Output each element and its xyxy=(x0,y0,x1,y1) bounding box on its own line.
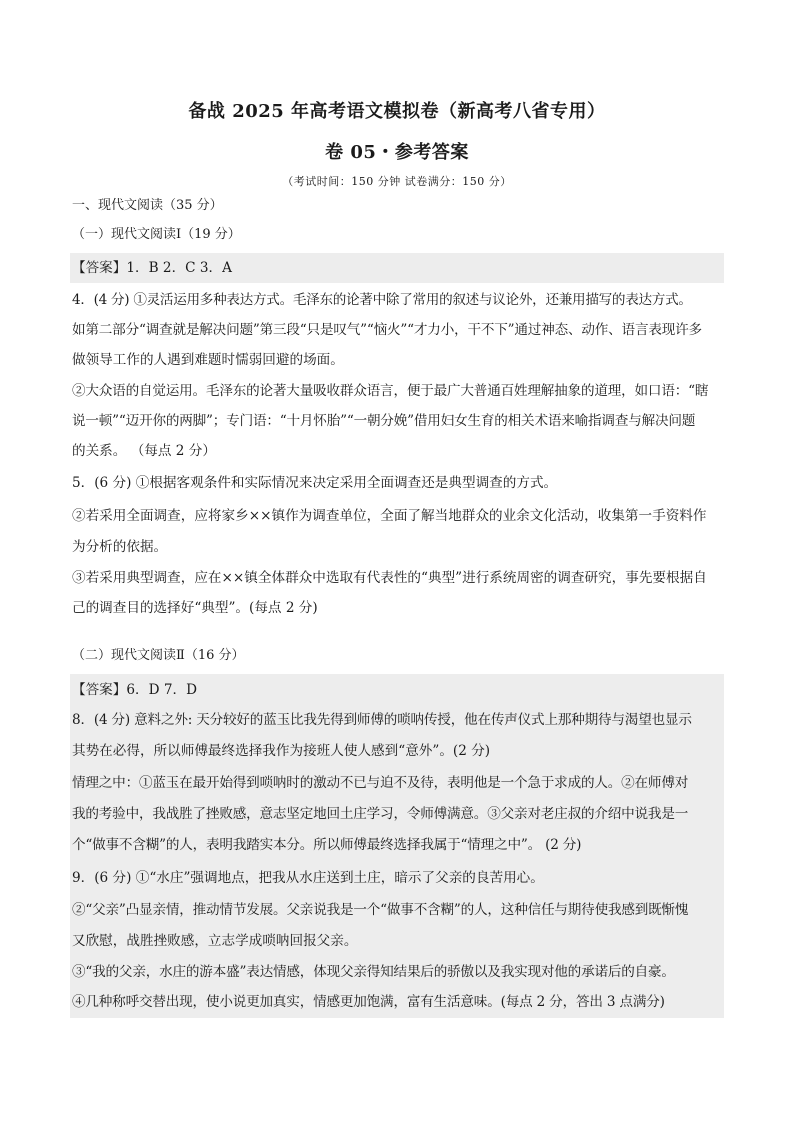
answer-line: 4．(4 分) ①灵活运用多种表达方式。毛泽东的论著中除了常用的叙述与议论外，还兼用描写的表达方式。 xyxy=(72,292,692,308)
answer-line: 又欣慰，战胜挫败感，立志学成唢呐回报父亲。 xyxy=(72,933,358,949)
answer-line: 情理之中：①蓝玉在最开始得到唢呐时的激动不已与迫不及待，表明他是一个急于求成的人。②在师傅对 xyxy=(72,775,689,791)
answer-line: ④几种称呼交替出现，使小说更加真实，情感更加饱满，富有生活意味。(每点 2 分，答出 3 点满分) xyxy=(72,994,665,1010)
part1-heading: （一）现代文阅读Ⅰ（19 分） xyxy=(72,227,241,242)
exam-info: （考试时间：150 分钟 试卷满分：150 分） xyxy=(282,175,512,188)
document-title: 备战 2025 年高考语文模拟卷（新高考八省专用） xyxy=(188,101,606,122)
answer-line: 9．(6 分) ①“水庄”强调地点，把我从水庄送到土庄，暗示了父亲的良苦用心。 xyxy=(72,870,544,886)
document-subtitle: 卷 05・参考答案 xyxy=(325,142,469,163)
answer-line: 我的考验中，我战胜了挫败感，意志坚定地回土庄学习，令师傅满意。③父亲对老庄叔的介绍中说我是一 xyxy=(72,806,689,822)
answer-line: 5．(6 分) ①根据客观条件和实际情况来决定采用全面调查还是典型调查的方式。 xyxy=(72,475,558,491)
answer-line: ③“我的父亲，水庄的游本盛”表达情感，体现父亲得知结果后的骄傲以及我实现对他的承诺后的自豪。 xyxy=(72,964,675,980)
answer-line: 的关系。 （每点 2 分） xyxy=(72,443,216,459)
answer-line: ②“父亲”凸显亲情，推动情节发展。父亲说我是一个“做事不含糊”的人，这种信任与期待使我感到既惭愧 xyxy=(72,902,689,918)
answer-line: 说一顿”“迈开你的两脚”；专门语：“十月怀胎”“一朝分娩”借用妇女生育的相关术语来喻指调查与解决问题 xyxy=(72,413,696,429)
part2-heading: （二）现代文阅读Ⅱ（16 分） xyxy=(72,648,245,663)
section-heading: 一、现代文阅读（35 分） xyxy=(72,198,223,213)
answer-line: 做领导工作的人遇到难题时懦弱回避的场面。 xyxy=(72,352,344,368)
part2-answer-key: 【答案】6．D 7．D xyxy=(72,682,197,698)
answer-line: 为分析的依据。 xyxy=(72,539,168,555)
answer-line: 8．(4 分) 意料之外: 天分较好的蓝玉比我先得到师傅的唢呐传授，他在传声仪式上那种期待与渴望也显示 xyxy=(72,712,692,728)
answer-line: 如第二部分“调查就是解决问题”第三段“只是叹气”“恼火”“才力小，干不下”通过神态、动作、语言表现许多 xyxy=(72,322,702,338)
part1-answer-key: 【答案】1．B 2．C 3．A xyxy=(72,260,232,276)
answer-line: ③若采用典型调查，应在××镇全体群众中选取有代表性的“典型”进行系统周密的调查研究，事先要根据自 xyxy=(72,570,707,586)
answer-line: 己的调查目的选择好“典型”。(每点 2 分) xyxy=(72,600,318,616)
answer-line: 其势在必得，所以师傅最终选择我作为接班人使人感到“意外”。(2 分) xyxy=(72,743,491,759)
answer-line: 个“做事不含糊”的人，表明我踏实本分。所以师傅最终选择我属于“情理之中”。 (2 分) xyxy=(72,837,582,853)
answer-line: ②若采用全面调查，应将家乡××镇作为调查单位，全面了解当地群众的业余文化活动，收集第一手资料作 xyxy=(72,508,707,524)
answer-line: ②大众语的自觉运用。毛泽东的论著大量吸收群众语言，便于最广大普通百姓理解抽象的道理，如口语：“瞎 xyxy=(72,383,709,399)
